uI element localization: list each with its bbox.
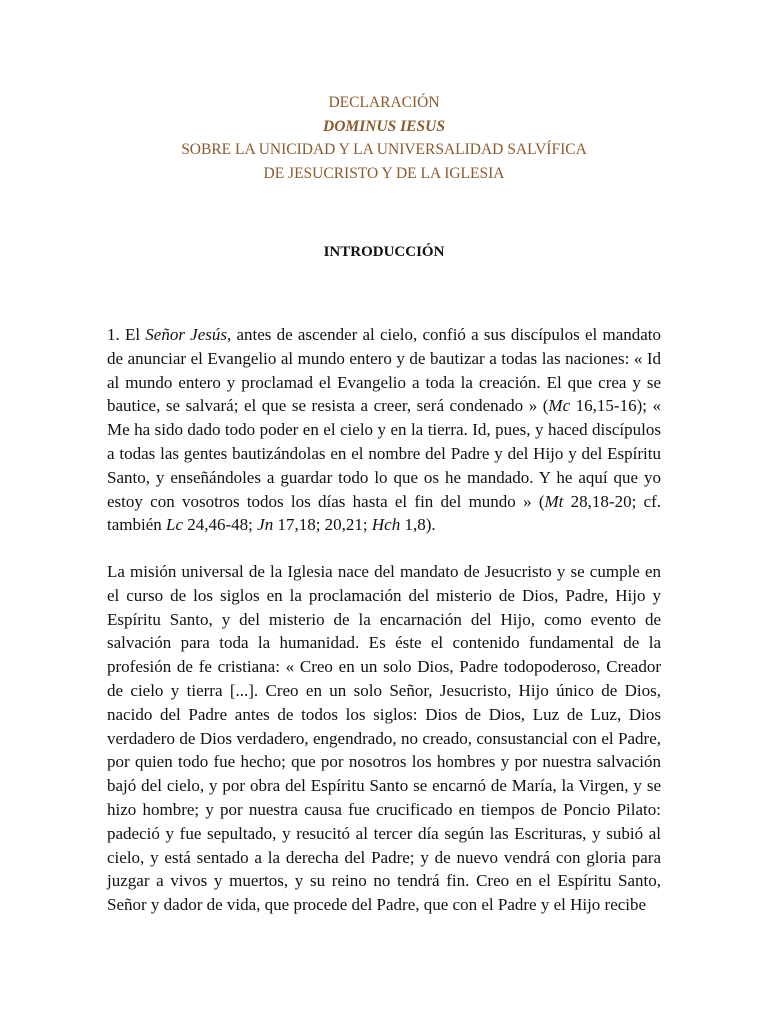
document-header — [0, 91, 768, 185]
p1-italic-mt: Mt — [544, 491, 564, 511]
p1-text-7: 1,8). — [400, 515, 436, 535]
p1-italic-senor-jesus: Señor Jesús, — [145, 325, 232, 344]
p1-text-6: 17,18; 20,21; — [273, 515, 372, 535]
paragraph-1 — [107, 323, 661, 537]
paragraph-2: La misión universal de la Iglesia nace del mandato de Jesucristo y se cumple en el curso de los siglos en la proclamación del misterio de Dios, Padre, Hijo y Espíritu Santo, y del misterio de la encarnación del Hijo, como evento de salvación para toda la humanidad. Es éste el contenido fundamental de la profesión de fe cristiana: « Creo en un solo Dios, Padre todopoderoso, Creador de cielo y tierra [...]. Creo en un solo Señor, Jesucristo, Hijo único de Dios, nacido del Padre antes de todos los siglos: Dios de Dios, Luz de Luz, Dios verdadero de Dios verdadero, engendrado, no creado, consustancial con el Padre, por quien todo fue hecho; que por nosotros los hombres y por nuestra salvación bajó del cielo, y por obra del Espíritu Santo se encarnó de María, la Virgen, y se hizo hombre; y por nuestra causa fue crucificado en tiempos de Poncio Pilato: padeció y fue sepultado, y resucitó al tercer día según las Escrituras, y subió al cielo, y está sentado a la derecha del Padre; y de nuevo vendrá con gloria para juzgar a vivos y muertos, y su reino no tendrá fin. Creo en el Espíritu Santo, Señor y dador de vida, que procede del Padre, que con el Padre y el Hijo recibe — [107, 562, 661, 915]
p1-italic-hch: Hch — [371, 515, 401, 535]
p1-text-2: antes de ascender al cielo, confió a sus discípulos el mandato de anunciar el Evangelio al mundo entero y de bautizar a todas las naciones: « Id al mundo entero y proclamad el Evangelio a toda la creación. El que crea y se bautice, se salvará; el que se resista a creer, será condenado » ( — [107, 325, 662, 416]
p1-text-1: 1. El — [107, 325, 146, 344]
header-subtitle-line1: SOBRE LA UNICIDAD Y LA UNIVERSALIDAD SALVÍFICA — [181, 141, 587, 158]
header-title: DOMINUS IESUS — [323, 117, 445, 135]
p1-italic-mc: Mc — [548, 396, 571, 416]
p1-italic-jn: Jn — [257, 515, 274, 535]
p1-italic-lc: Lc — [166, 515, 184, 535]
p1-text-5: 24,46-48; — [183, 515, 258, 535]
p1-text-4: 28,18-20; cf. también — [107, 491, 662, 535]
section-heading: INTRODUCCIÓN — [323, 244, 445, 260]
header-subtitle-line2: DE JESUCRISTO Y DE LA IGLESIA — [263, 164, 505, 182]
p1-text-3: 16,15-16); « Me ha sido dado todo poder en el cielo y en la tierra. Id, pues, y haced discípulos a todas las gentes bautizándolas en el nombre del Padre y del Hijo y del Espíritu Santo, y enseñándoles a guardar todo lo que os he mandado. Y he aquí que yo estoy con vosotros todos los días hasta el fin del mundo » ( — [107, 396, 662, 511]
header-declaration: DECLARACIÓN — [328, 94, 440, 111]
